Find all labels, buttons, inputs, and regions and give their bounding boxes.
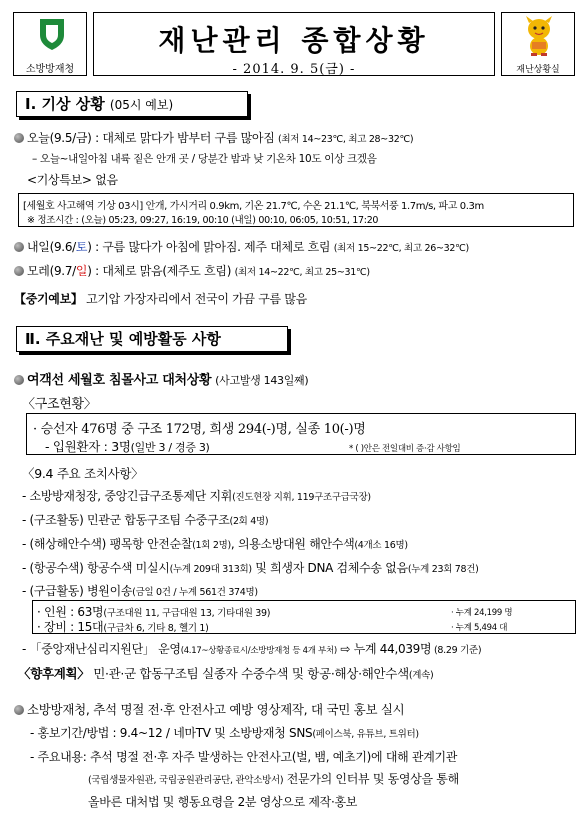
tomorrow-prefix: 내일(9.6/ — [27, 240, 76, 254]
equip-note: (구급차 6, 기타 8, 헬기 1) — [103, 623, 209, 634]
today-sub: – 오늘~내일아침 내륙 짙은 안개 곳 / 당분간 밤과 낮 기온차 10도 이상 크겠음 — [32, 153, 377, 165]
promo-sns-note: (페이스북, 유튜브, 트위터) — [312, 729, 419, 740]
rescue-line1: · 승선자 476명 중 구조 172명, 희생 294(-)명, 실종 10(-)명 — [33, 422, 366, 437]
promo-line4: 올바른 대처법 및 행동요령을 2분 영상으로 제작·홍보 — [88, 795, 358, 809]
weather-heading-note: (05시 예보) — [109, 98, 174, 112]
action-5 — [22, 582, 258, 599]
tomorrow-day: 토 — [75, 240, 88, 254]
today-forecast — [14, 129, 413, 146]
today-temp: (최저 14~23℃, 최고 28~32℃) — [278, 134, 414, 145]
equip-row — [37, 618, 209, 635]
action-3-text: - (해상해안수색) 팽목항 안전순찰 — [22, 537, 193, 551]
action-1 — [22, 487, 371, 504]
action-3 — [22, 535, 408, 552]
action-3-tail-note: (4개소 16명) — [354, 540, 408, 551]
sewol-tide-times: ※ 정조시간 : (오늘) 05:23, 09:27, 16:19, 00:10 (내일) 00:10, 06:05, 10:51, 17:20 — [27, 215, 379, 226]
dayafter-text: ) : 대체로 맑음(제주도 흐림) — [87, 264, 232, 278]
tomorrow-temp: (최저 15~22℃, 최고 26~32℃) — [333, 243, 469, 254]
room-label: 재난상황실 — [516, 65, 560, 75]
action-4-text: - (항공수색) 항공수색 미실시 — [22, 561, 170, 575]
fire-agency-shield-logo-icon — [38, 17, 66, 51]
promo-line2: - 주요내용: 추석 명절 전·후 자주 발생하는 안전사고(벌, 뱀, 예초기)에 대해 관계기관 — [30, 750, 458, 764]
weather-special: <기상특보> 없음 — [27, 173, 118, 187]
page-title: 재난관리 종합상황 — [158, 24, 430, 57]
plan-label: 〈향후계획〉 — [18, 666, 90, 681]
psych-total: 누계 44,039명 — [350, 642, 432, 656]
bullet-dot-icon — [14, 705, 24, 715]
action-5-text: - (구급활동) 병원이송 — [22, 584, 133, 598]
equip-label: · 장비 : 15대 — [37, 620, 104, 634]
staff-label: · 인원 : 63명 — [37, 605, 104, 619]
midterm-label: 【중기예보】 — [14, 292, 83, 306]
arrow-right-icon: ⇨ — [340, 642, 351, 656]
psych-support — [22, 640, 481, 657]
actions-label: 〈9.4 주요 조치사항〉 — [22, 466, 144, 481]
equip-total: · 누계 5,494 대 — [451, 623, 508, 633]
incident-title: 여객선 세월호 침몰사고 대처상황 — [27, 373, 212, 388]
action-3-note: (1회 2명) — [192, 540, 231, 551]
staff-total: · 누계 24,199 명 — [451, 608, 513, 618]
incident-title-row — [14, 369, 308, 388]
dayafter-prefix: 모레(9.7/ — [27, 264, 76, 278]
room-box — [501, 12, 575, 76]
today-label: 오늘(9.5/금) — [27, 131, 92, 145]
rescue-status-box — [26, 413, 576, 455]
rescue-label: 〈구조현황〉 — [22, 397, 97, 412]
bullet-dot-icon — [14, 133, 24, 143]
rescue-line2-row — [45, 437, 210, 455]
rescue-line2: - 입원환자 : 3명 — [45, 439, 131, 454]
action-1-text: - 소방방재청장, 중앙긴급구조통제단 지휘 — [22, 489, 233, 503]
plan-note: (계속) — [408, 670, 434, 681]
tomorrow-text: ) : 구름 많다가 아침에 맑아짐. 제주 대체로 흐림 — [87, 240, 331, 254]
weather-section-heading — [16, 91, 248, 117]
action-4-mid: 및 희생자 DNA 검체수송 없음 — [251, 561, 408, 575]
plan-text: 민·관·군 합동구조팀 실종자 수중수색 및 항공·해상·해안수색 — [89, 666, 409, 681]
today-text: : 대체로 맑다가 밤부터 구름 많아짐 — [91, 131, 275, 145]
action-2 — [22, 511, 268, 528]
promo-interview: 전문가의 인터뷰 및 동영상을 통해 — [283, 772, 459, 786]
rescue-footnote: * ( )안은 전일대비 증·감 사항임 — [349, 444, 461, 454]
action-2-text: - (구조활동) 민관군 합동구조팀 수중구조 — [22, 513, 230, 527]
action-4-note: (누계 209대 313회) — [169, 564, 252, 575]
bullet-dot-icon — [14, 375, 24, 385]
bullet-dot-icon — [14, 266, 24, 276]
mascot-character-icon — [520, 15, 558, 57]
dayafter-forecast — [14, 262, 370, 279]
dayafter-temp: (최저 14~22℃, 최고 25~31℃) — [234, 267, 370, 278]
report-header — [13, 12, 575, 78]
psych-text: - 「중앙재난심리지원단」 운영 — [22, 642, 181, 656]
dayafter-day: 일 — [75, 264, 88, 278]
action-2-note: (2회 4명) — [229, 516, 269, 527]
psych-total-note: (8.29 기준) — [431, 645, 482, 656]
sewol-weather-line1: [세월호 사고해역 기상 03시] 안개, 가시거리 0.9km, 기온 21.7℃, 수온 21.1℃, 북북서풍 1.7m/s, 파고 0.3m — [23, 201, 484, 212]
incident-note: (사고발생 143일째) — [215, 374, 309, 387]
org-label: 소방방재청 — [25, 64, 75, 75]
disaster-section-heading — [16, 326, 288, 352]
promo-line1 — [30, 724, 419, 741]
weather-heading-text: Ⅰ. 기상 상황 — [25, 95, 105, 113]
promo-period: - 홍보기간/방법 : 9.4~12 / 네마TV 및 소방방재청 SNS — [30, 726, 313, 740]
action-3-tail: , 의용소방대원 해안수색 — [230, 537, 355, 551]
promo-title: 소방방재청, 추석 명절 전·후 안전사고 예방 영상제작, 대 국민 홍보 실시 — [27, 702, 405, 717]
midterm-forecast — [14, 290, 307, 307]
action-4-note2: (누계 23회 78건) — [407, 564, 479, 575]
promo-line3 — [88, 770, 459, 787]
future-plan — [18, 664, 433, 682]
rescue-line2-note: (일반 3 / 경증 3) — [130, 441, 210, 454]
deployment-box — [32, 600, 576, 634]
action-4 — [22, 559, 479, 576]
title-box — [93, 12, 495, 76]
org-logo-box — [13, 12, 87, 76]
tomorrow-forecast — [14, 238, 469, 255]
promo-agencies: (국립생물자원관, 국립공원관리공단, 관악소방서) — [88, 775, 284, 786]
disaster-heading-text: Ⅱ. 주요재난 및 예방활동 사항 — [25, 330, 221, 348]
action-1-note: (진도현장 지휘, 119구조구급국장) — [232, 492, 371, 503]
midterm-text: 고기압 가장자리에서 전국이 가끔 구름 많음 — [82, 292, 307, 306]
bullet-dot-icon — [14, 242, 24, 252]
sewol-weather-box — [18, 193, 574, 227]
psych-note: (4.17~상황종료시/소방방재청 등 4개 부처) — [180, 646, 337, 656]
promo-title-row — [14, 700, 404, 718]
action-5-note: (금일 0건 / 누계 561건 374명) — [132, 587, 258, 598]
staff-note: (구조대원 11, 구급대원 13, 기타대원 39) — [103, 608, 271, 619]
report-date: - 2014. 9. 5(금) - — [232, 62, 356, 77]
